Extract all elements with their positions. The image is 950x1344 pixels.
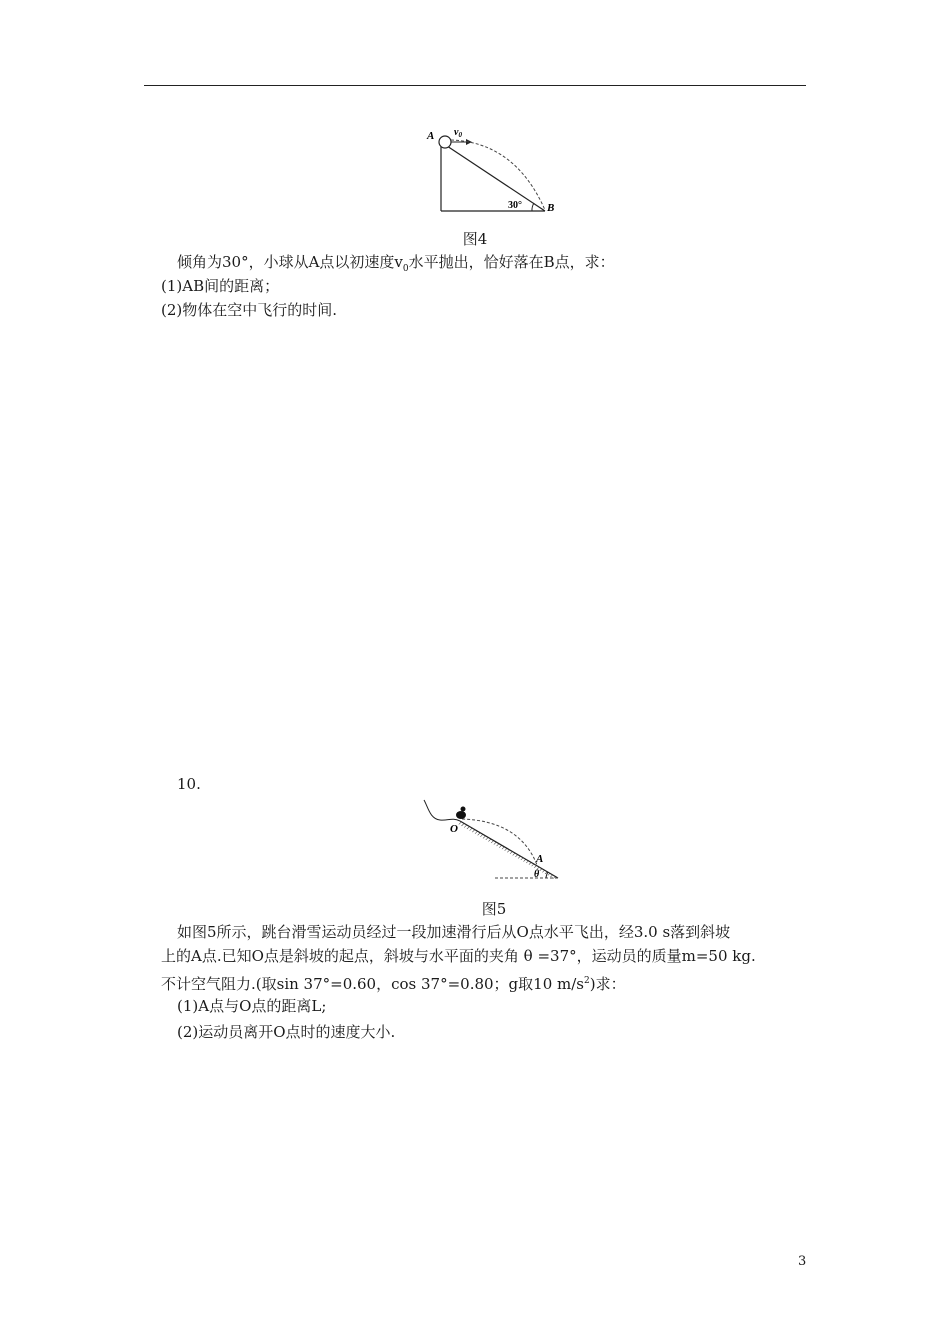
fig5-label-a: A <box>536 853 544 865</box>
fig4-label-v0: $v_0$ <box>454 127 462 139</box>
problem-10-statement-line-2: 上的A点.已知O点是斜坡的起点，斜坡与水平面的夹角 θ =37°，运动员的质量m=50 kg. <box>161 947 756 965</box>
figure-4-caption: 图4 <box>462 230 488 248</box>
figure-5-caption: 图5 <box>481 900 507 918</box>
problem-10-statement-line-1: 如图5所示，跳台滑雪运动员经过一段加速滑行后从O点水平飞出，经3.0 s落到斜坡 <box>177 923 731 941</box>
figure-4-diagram <box>420 122 570 218</box>
fig5-label-o: O <box>450 823 458 835</box>
page-number: 3 <box>798 1254 807 1269</box>
problem-9-question-1: (1)AB间的距离； <box>161 277 280 295</box>
problem-9-question-2: (2)物体在空中飞行的时间. <box>161 301 338 319</box>
problem-10-number: 10. <box>177 775 201 793</box>
problem-9-statement: 倾角为30°，小球从A点以初速度$v_0$水平抛出，恰好落在B点，求： <box>177 253 615 274</box>
fig5-label-theta: θ <box>534 869 540 880</box>
fig4-label-b: B <box>547 202 555 214</box>
problem-10-question-2: (2)运动员离开O点时的速度大小. <box>177 1023 396 1041</box>
header-rule <box>144 85 806 86</box>
fig4-label-a: A <box>427 130 435 142</box>
problem-10-statement-line-3: 不计空气阻力.(取sin 37°=0.60，cos 37°=0.80；g取10 $m/s^2$)求： <box>161 975 626 993</box>
fig4-angle-label: 30° <box>508 200 522 211</box>
problem-10-question-1: (1)A点与O点的距离L; <box>177 997 327 1015</box>
figure-5-diagram <box>420 795 565 885</box>
